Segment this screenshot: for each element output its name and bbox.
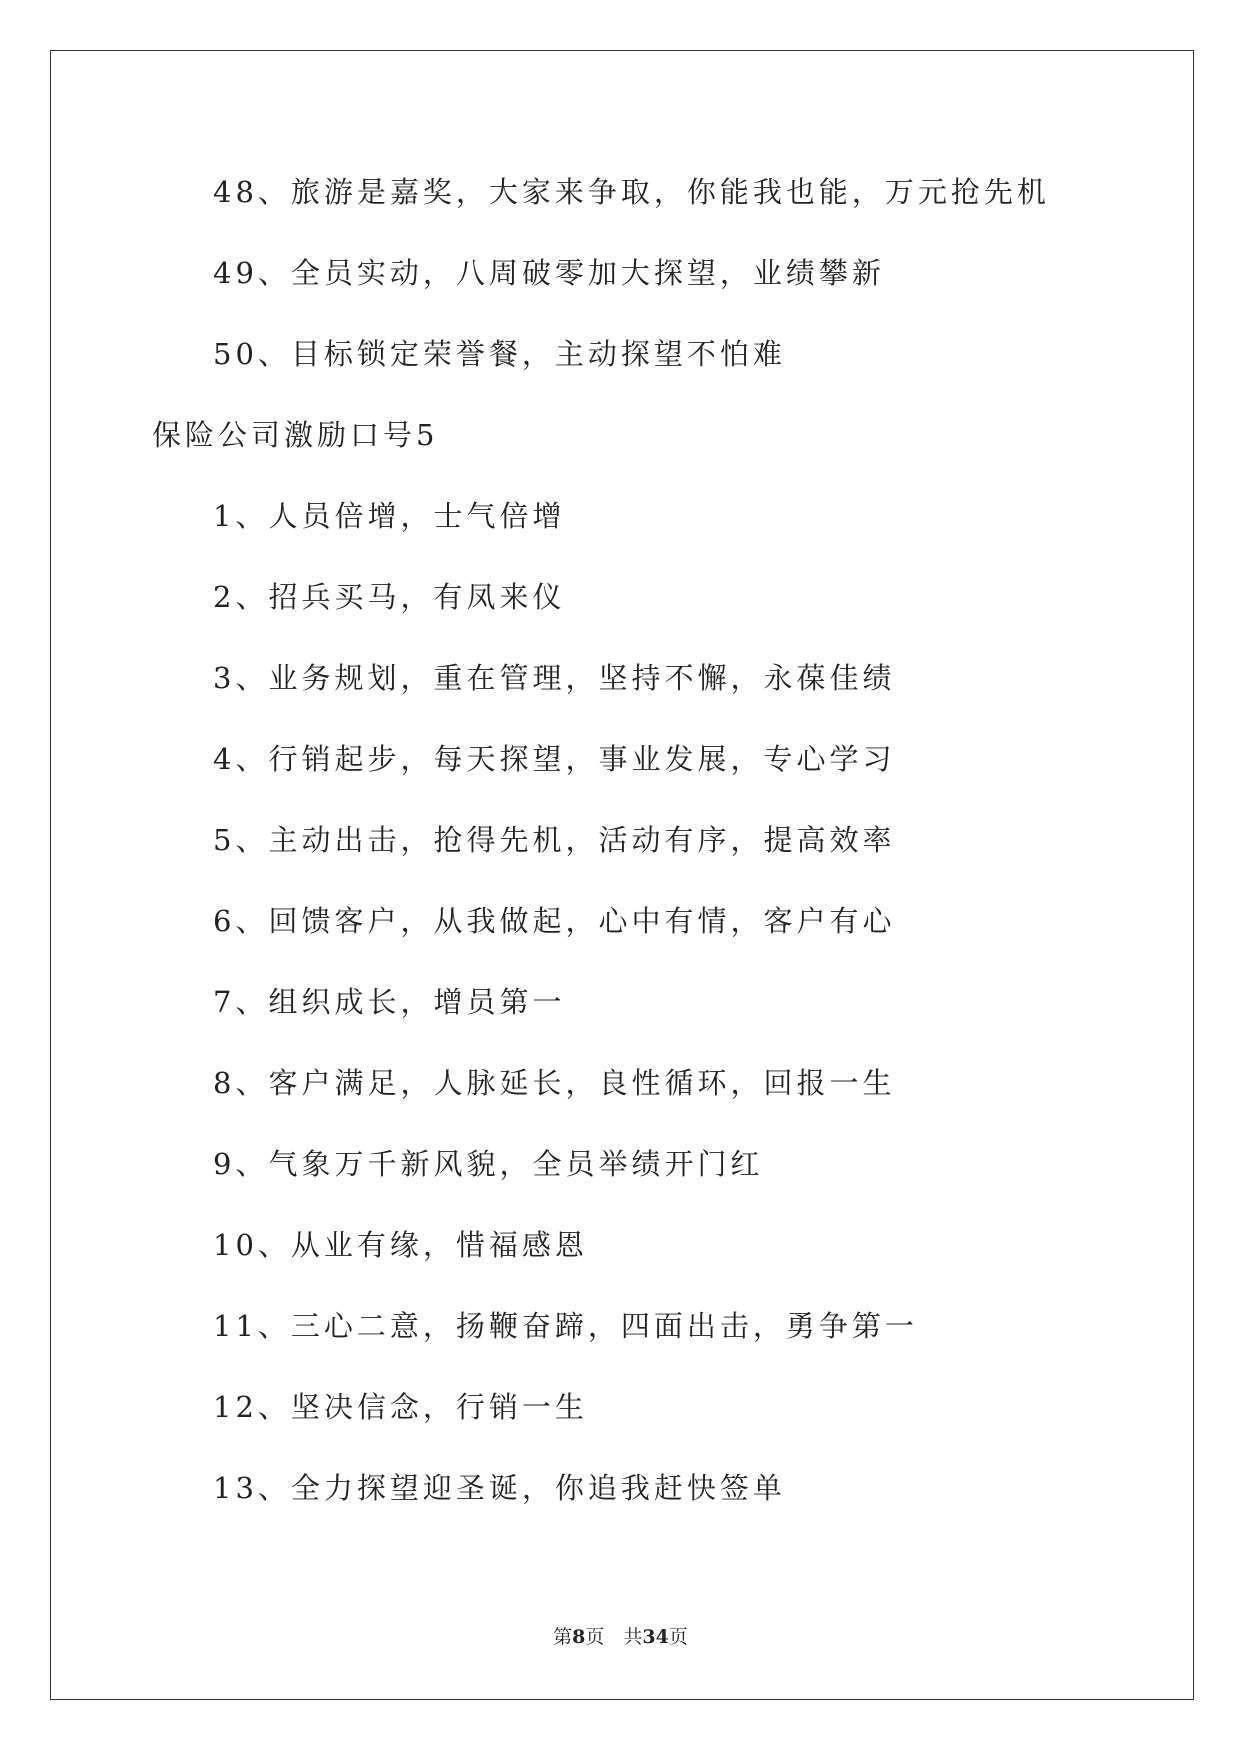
slogan-line: 9、气象万千新风貌，全员举绩开门红 bbox=[213, 1147, 764, 1181]
slogan-line: 6、回馈客户，从我做起，心中有情，客户有心 bbox=[213, 904, 896, 938]
slogan-line: 3、业务规划，重在管理，坚持不懈，永葆佳绩 bbox=[213, 661, 896, 695]
slogan-line: 11、三心二意，扬鞭奋蹄，四面出击，勇争第一 bbox=[213, 1309, 918, 1343]
footer-total-pages: 34 bbox=[642, 1626, 669, 1648]
slogan-line: 49、全员实动，八周破零加大探望，业绩攀新 bbox=[213, 256, 885, 290]
section-heading: 保险公司激励口号5 bbox=[152, 418, 439, 452]
slogan-line: 50、目标锁定荣誉餐，主动探望不怕难 bbox=[213, 337, 786, 371]
page-border bbox=[50, 50, 1194, 1700]
footer-page-number: 8 bbox=[572, 1626, 586, 1648]
slogan-line: 4、行销起步，每天探望，事业发展，专心学习 bbox=[213, 742, 896, 776]
footer-mid: 页 共 bbox=[585, 1626, 643, 1648]
slogan-line: 2、招兵买马，有凤来仪 bbox=[213, 580, 566, 614]
slogan-line: 1、人员倍增，士气倍增 bbox=[213, 499, 566, 533]
slogan-line: 5、主动出击，抢得先机，活动有序，提高效率 bbox=[213, 823, 896, 857]
slogan-line: 10、从业有缘，惜福感恩 bbox=[213, 1228, 588, 1262]
slogan-line: 12、坚决信念，行销一生 bbox=[213, 1390, 588, 1424]
footer-suffix: 页 bbox=[668, 1626, 688, 1648]
footer-prefix: 第 bbox=[553, 1626, 573, 1648]
page-footer bbox=[0, 1622, 1241, 1649]
slogan-line: 48、旅游是嘉奖，大家来争取，你能我也能，万元抢先机 bbox=[213, 175, 1050, 209]
slogan-line: 7、组织成长，增员第一 bbox=[213, 985, 566, 1019]
slogan-line: 13、全力探望迎圣诞，你追我赶快签单 bbox=[213, 1471, 786, 1505]
slogan-line: 8、客户满足，人脉延长，良性循环，回报一生 bbox=[213, 1066, 896, 1100]
